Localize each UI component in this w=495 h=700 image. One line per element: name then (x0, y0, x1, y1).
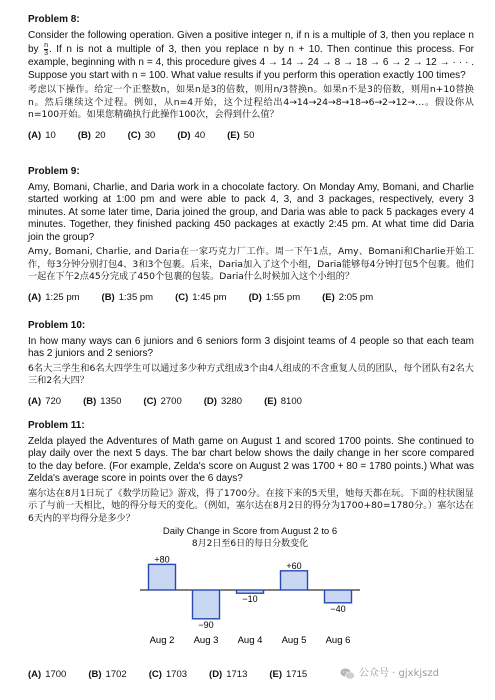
category-label: Aug 3 (193, 635, 219, 646)
bar-aug-5 (281, 571, 308, 590)
choice-b[interactable]: (B) 1350 (83, 395, 122, 407)
problem-title: Problem 8: (28, 14, 80, 25)
choice-c[interactable]: (C) 1703 (148, 669, 188, 680)
choice-e[interactable]: (E) 1715 (269, 669, 308, 680)
answer-choices (28, 292, 474, 305)
bar-aug-3 (193, 590, 220, 619)
choice-c[interactable]: (C) 30 (127, 129, 156, 141)
category-label: Aug 6 (325, 635, 351, 646)
problem-text-en: In how many ways can 6 juniors and 6 seniors form 3 disjoint teams of 4 people so that each team has 2 juniors and 2 seniors? (28, 335, 474, 359)
bar-value-label: +60 (286, 560, 302, 571)
wechat-icon (340, 668, 355, 680)
problem-text-en: Amy, Bomani, Charlie, and Daria work in a chocolate factory. On Monday Amy, Bomani, and Charlie started working at 1:00 pm and were able to pack 4, 3, and 3 packages, respectively, every 3 minutes. At some later time, Daria joined the group, and Daria was able to pack 5 packages every 4 minutes. Together, they finished packing 450 packages at exactly 2:45 pm. At what time did Daria join the group? (28, 181, 474, 243)
choice-a[interactable]: (A) 720 (28, 395, 62, 407)
category-label: Aug 5 (281, 635, 307, 646)
problem-title: Problem 11: (28, 420, 85, 431)
choice-e[interactable]: (E) 50 (227, 129, 255, 141)
bar-aug-2 (149, 564, 176, 590)
problem-title: Problem 10: (28, 320, 86, 331)
problem-9 (28, 166, 474, 304)
bar-chart-svg (130, 550, 370, 646)
problem-text-zh: 塞尔达在8月1日玩了《数学历险记》游戏，得了1700分。在接下来的5天里，她每天都在玩。下面的柱状图显示了与前一天相比，她的得分每天的变化。（例如，塞尔达在8月2日的得分为1700+80=1780分。）塞尔达在6天内的平均得分是多少？ (28, 487, 474, 524)
problem-text-zh: Amy, Bomani, Charlie, and Daria在一家巧克力厂工作。周一下午1点，Amy、Bomani和Charlie开始工作，每3分钟分别打包4、3和3个包裹。后来，Daria加入了这个小组，Daria能够每4分钟打包5个包裹。他们一起在下午2点45分完成了450个包裹的包装。Daria什么时候加入这个小组的？ (28, 246, 474, 282)
choice-e[interactable]: (E) 8100 (264, 395, 302, 407)
problem-text-en: Zelda played the Adventures of Math game on August 1 and scored 1700 points. She continued to play daily over the next 5 days. The bar chart below shows the daily change in her score compared to the day before. (For example, Zelda's score on August 2 was 1700 + 80 = 1780 points.) What was Zelda's average score in points over the 6 days? (28, 435, 474, 484)
choice-a[interactable]: (A) 10 (28, 129, 56, 141)
choice-b[interactable]: (B) 1:35 pm (101, 291, 154, 303)
problem-text-zh: 考虑以下操作。给定一个正整数n，如果n是3的倍数，则用n/3替换n。如果n不是3的倍数，则用n+10替换n。然后继续这个过程。例如，从n=4开始，这个过程给出4→14→24→8→18→6→2→12→…。假设你从n=100开始。如果您精确执行此操作100次，会得到什么值？ (28, 84, 474, 120)
watermark-text: 公众号 · gjxkjszd (359, 668, 439, 679)
problem-title: Problem 9: (28, 166, 80, 177)
fraction-n-over-3: $\frac{n}{3}$ (44, 42, 48, 57)
daily-change-chart (130, 526, 370, 650)
problem-10 (28, 320, 474, 408)
problem-text-en: Consider the following operation. Given a positive integer n, if n is a multiple of 3, then you replace n by $\frac{n}{3}$ . If n is not a multiple of 3, then you replace n by n + 10. Then continue this process. For example, beginning with n = 4, this procedure gives 4 → 14 → 24 → 8 → 18 → 6 → 2 → 12 → · · · . Suppose you start with n = 100. What value results if you perform this operation exactly 100 times? (28, 29, 474, 81)
bar-value-label: −40 (330, 603, 346, 614)
choice-c[interactable]: (C) 1:45 pm (175, 291, 227, 303)
bar-aug-6 (325, 590, 352, 603)
choice-d[interactable]: (D) 3280 (203, 395, 243, 407)
choice-a[interactable]: (A) 1700 (28, 669, 67, 680)
category-label: Aug 2 (149, 635, 175, 646)
chart-subtitle: 8月2日至6日的每日分数变化 (191, 539, 309, 549)
answer-choices (28, 396, 474, 409)
choice-b[interactable]: (B) 1702 (88, 669, 127, 680)
choice-d[interactable]: (D) 40 (177, 129, 206, 141)
chart-title: Daily Change in Score from August 2 to 6 (162, 526, 338, 537)
choice-d[interactable]: (D) 1:55 pm (248, 291, 301, 303)
problem-text-zh: 6名大三学生和6名大四学生可以通过多少种方式组成3个由4人组成的不含重复人员的团队，每个团队有2名大三和2名大四？ (28, 362, 474, 386)
category-label: Aug 4 (237, 635, 263, 646)
answer-choices (28, 669, 329, 682)
choice-a[interactable]: (A) 1:25 pm (28, 291, 80, 303)
choice-b[interactable]: (B) 20 (77, 129, 106, 141)
choice-d[interactable]: (D) 1713 (209, 669, 248, 680)
bar-value-label: −90 (198, 619, 214, 630)
answer-choices (28, 130, 474, 143)
choice-c[interactable]: (C) 2700 (143, 395, 182, 407)
bar-aug-4 (237, 590, 264, 593)
problem-11 (28, 420, 474, 527)
problem-8 (28, 14, 474, 142)
choice-e[interactable]: (E) 2:05 pm (322, 291, 374, 303)
bar-value-label: +80 (154, 554, 170, 565)
bar-value-label: −10 (242, 594, 258, 605)
watermark (340, 668, 439, 681)
